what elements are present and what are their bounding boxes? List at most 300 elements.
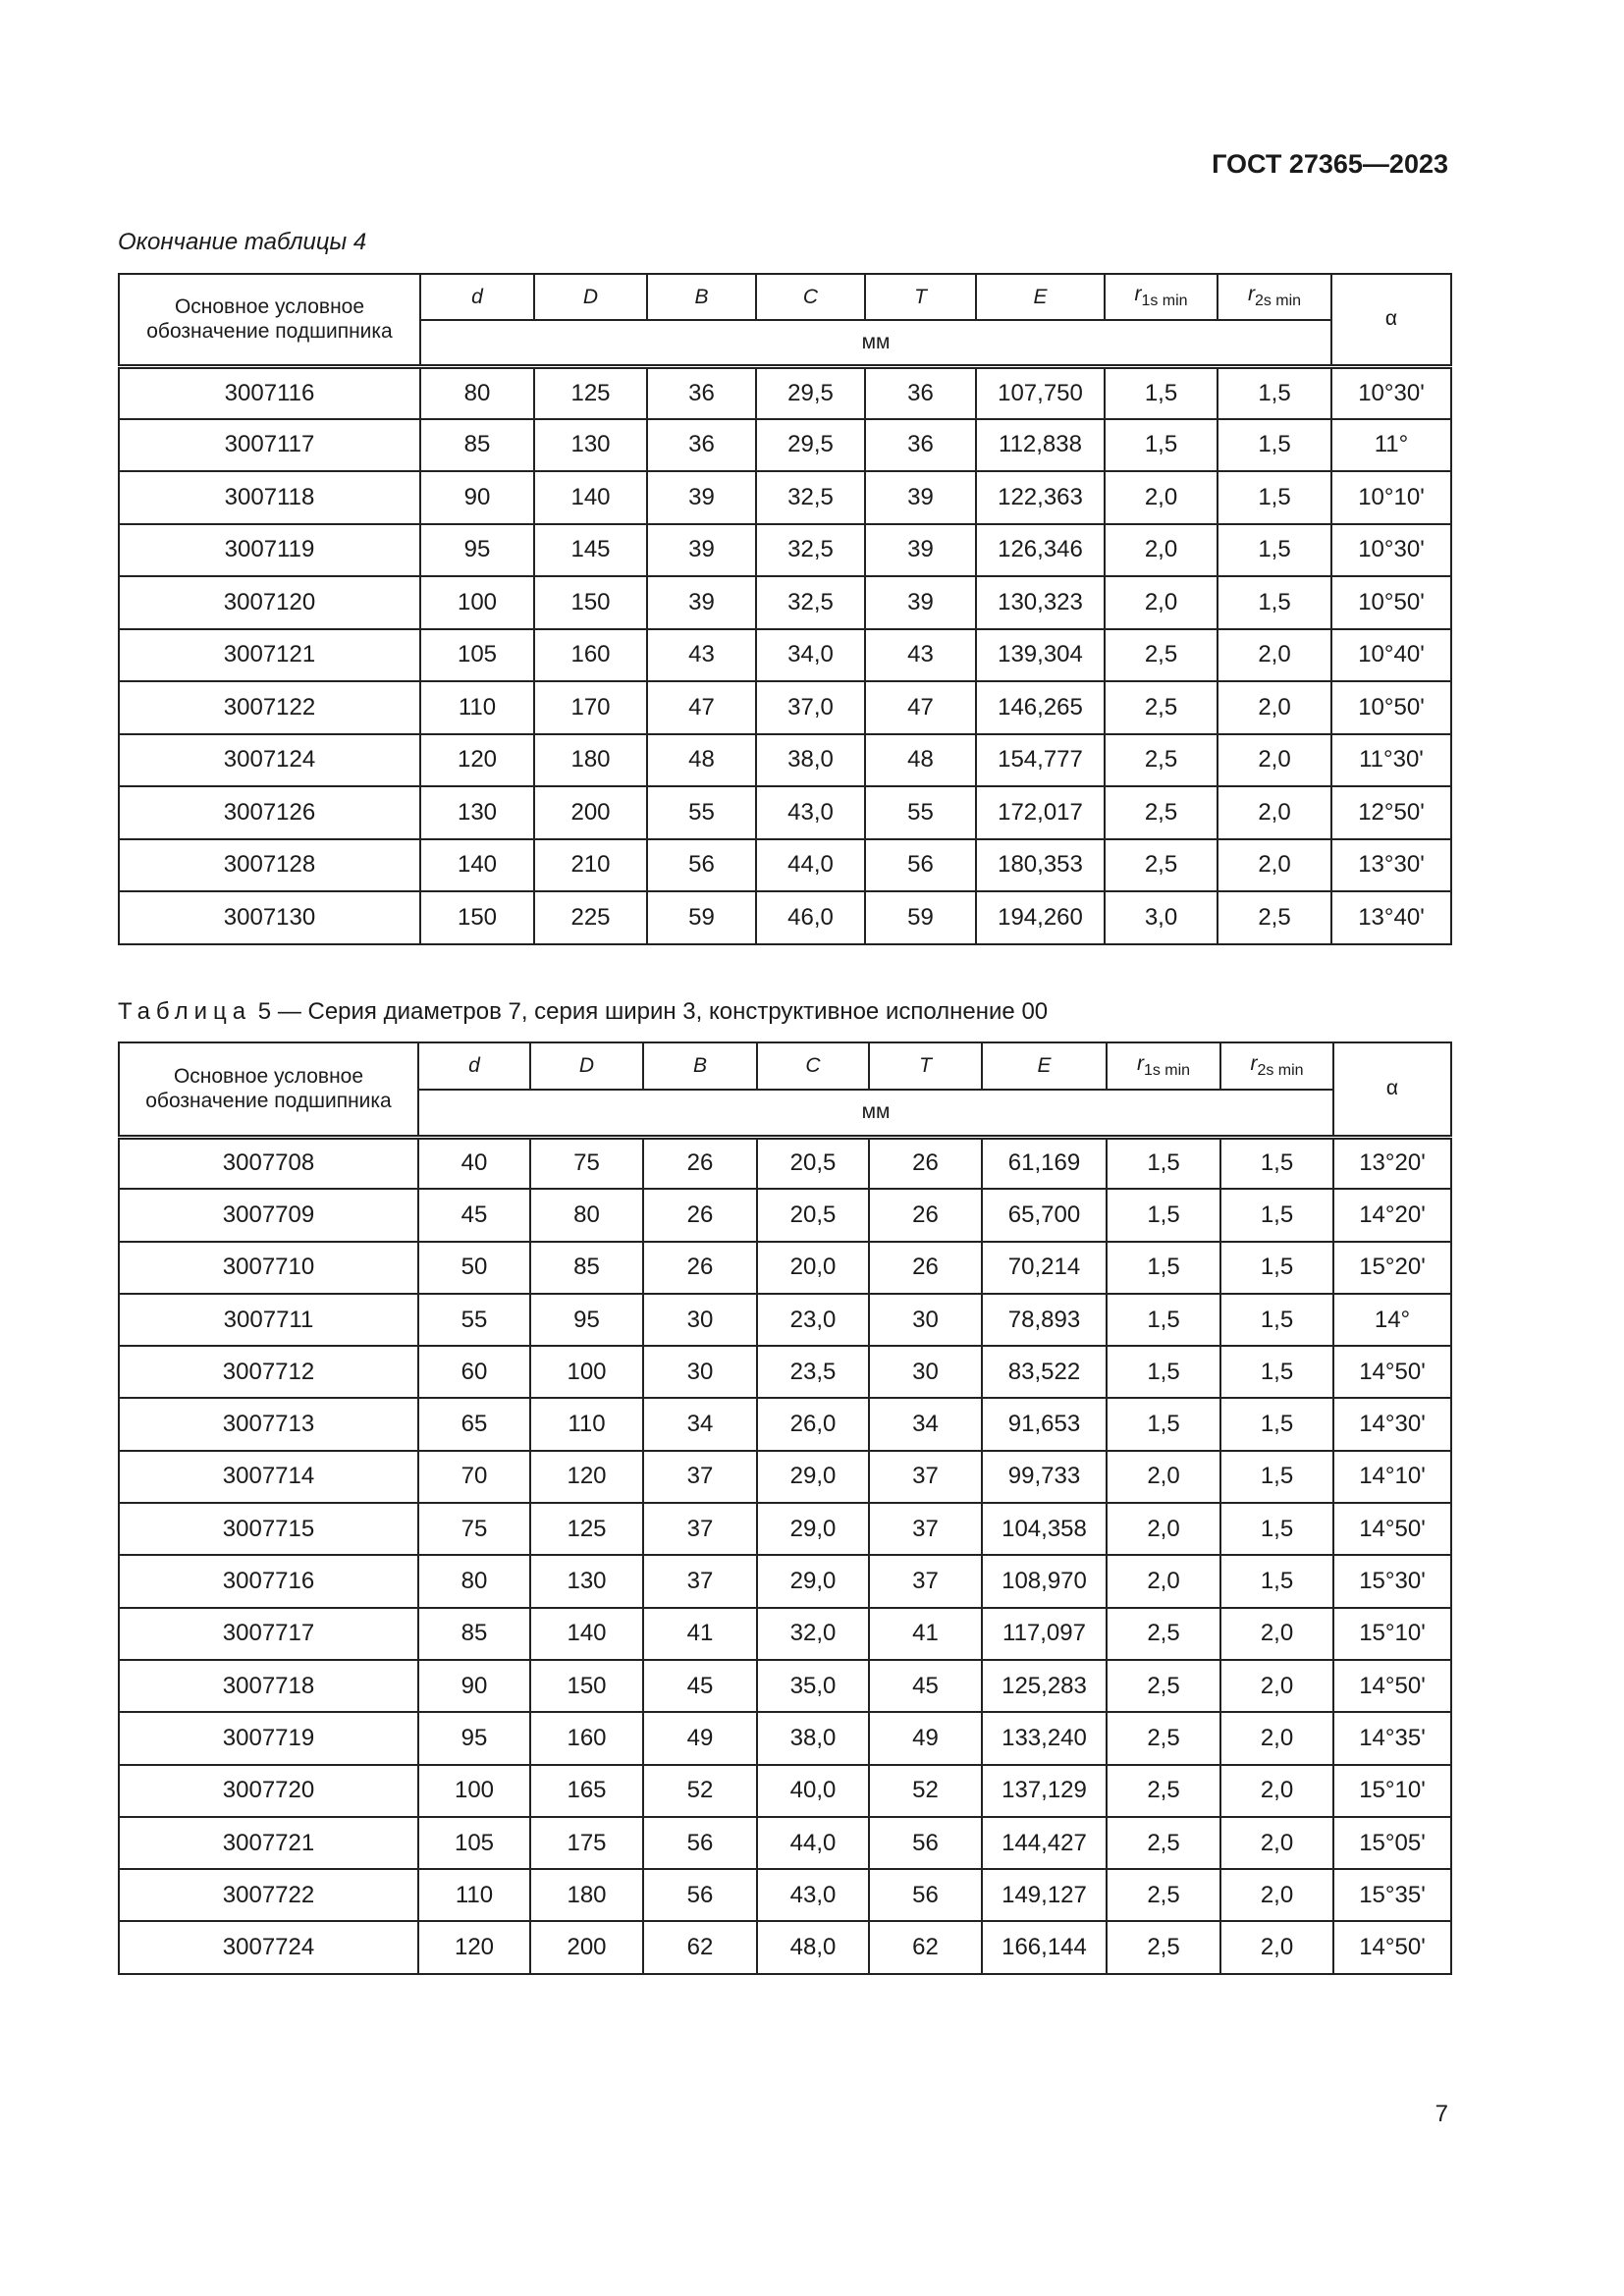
cell-T: 30 [869,1294,982,1346]
cell-B: 56 [647,839,756,892]
cell-r1s-min: 1,5 [1107,1294,1220,1346]
cell-alpha: 14° [1333,1294,1451,1346]
cell-D: 165 [530,1765,643,1817]
cell-E: 61,169 [982,1137,1107,1189]
cell-r1s-min: 2,5 [1107,1817,1220,1869]
table-row [119,1503,1451,1555]
table-row [119,1451,1451,1503]
table-row [119,891,1451,944]
cell-B: 56 [643,1869,757,1921]
cell-r2s-min: 1,5 [1218,366,1331,419]
cell-C: 46,0 [756,891,865,944]
cell-D: 150 [534,576,647,629]
page-number: 7 [1435,2101,1448,2127]
cell-E: 154,777 [976,734,1105,787]
cell-T: 39 [865,576,976,629]
cell-alpha: 11° [1331,419,1451,472]
cell-alpha: 14°50' [1333,1503,1451,1555]
cell-r2s-min: 2,0 [1218,786,1331,839]
cell-d: 90 [418,1660,530,1712]
cell-d: 140 [420,839,534,892]
cell-C: 32,5 [756,524,865,577]
cell-r2s-min: 1,5 [1220,1294,1333,1346]
table-row [119,1765,1451,1817]
cell-r1s-min: 2,5 [1107,1712,1220,1764]
cell-D: 145 [534,524,647,577]
cell-C: 44,0 [757,1817,869,1869]
cell-D: 80 [530,1189,643,1241]
cell-d: 100 [420,576,534,629]
cell-alpha: 10°50' [1331,576,1451,629]
designation-header: Основное условное обозначение подшипника [119,1042,418,1137]
cell-T: 36 [865,419,976,472]
cell-designation: 3007724 [119,1921,418,1973]
table-row [119,1608,1451,1660]
cell-r1s-min: 2,5 [1105,681,1218,734]
table-row [119,734,1451,787]
standard-number: ГОСТ 27365—2023 [1212,149,1448,179]
cell-E: 146,265 [976,681,1105,734]
col-C-header: C [757,1042,869,1090]
cell-E: 91,653 [982,1398,1107,1450]
table-row [119,1242,1451,1294]
cell-T: 55 [865,786,976,839]
cell-r2s-min: 1,5 [1220,1503,1333,1555]
cell-B: 47 [647,681,756,734]
cell-r1s-min: 2,5 [1107,1765,1220,1817]
cell-C: 34,0 [756,629,865,682]
cell-designation: 3007712 [119,1346,418,1398]
cell-designation: 3007715 [119,1503,418,1555]
cell-d: 95 [418,1712,530,1764]
cell-alpha: 15°35' [1333,1869,1451,1921]
cell-D: 175 [530,1817,643,1869]
col-D-header: D [530,1042,643,1090]
cell-alpha: 13°40' [1331,891,1451,944]
cell-r2s-min: 1,5 [1220,1346,1333,1398]
cell-r2s-min: 2,0 [1220,1608,1333,1660]
cell-E: 180,353 [976,839,1105,892]
cell-C: 20,5 [757,1137,869,1189]
cell-B: 34 [643,1398,757,1450]
col-alpha-header: α [1333,1042,1451,1137]
col-r2-header: $r_{2s min}$ [1220,1042,1333,1090]
cell-C: 29,0 [757,1555,869,1607]
cell-d: 150 [420,891,534,944]
cell-C: 44,0 [756,839,865,892]
cell-B: 36 [647,366,756,419]
cell-alpha: 15°05' [1333,1817,1451,1869]
cell-E: 130,323 [976,576,1105,629]
cell-alpha: 15°30' [1333,1555,1451,1607]
cell-designation: 3007121 [119,629,420,682]
cell-designation: 3007130 [119,891,420,944]
cell-r1s-min: 2,5 [1105,839,1218,892]
cell-r2s-min: 1,5 [1220,1137,1333,1189]
cell-C: 43,0 [756,786,865,839]
cell-designation: 3007126 [119,786,420,839]
cell-d: 75 [418,1503,530,1555]
cell-designation: 3007722 [119,1869,418,1921]
cell-B: 39 [647,576,756,629]
cell-E: 108,970 [982,1555,1107,1607]
cell-B: 37 [643,1503,757,1555]
cell-alpha: 11°30' [1331,734,1451,787]
cell-T: 26 [869,1189,982,1241]
cell-designation: 3007120 [119,576,420,629]
cell-designation: 3007128 [119,839,420,892]
unit-header: мм [418,1090,1333,1137]
cell-r1s-min: 2,5 [1105,734,1218,787]
cell-T: 49 [869,1712,982,1764]
table-row [119,1869,1451,1921]
cell-B: 39 [647,524,756,577]
cell-d: 60 [418,1346,530,1398]
cell-alpha: 15°20' [1333,1242,1451,1294]
cell-r1s-min: 2,5 [1105,629,1218,682]
table-row [119,524,1451,577]
cell-r2s-min: 2,0 [1220,1921,1333,1973]
cell-B: 48 [647,734,756,787]
cell-r2s-min: 1,5 [1220,1398,1333,1450]
cell-T: 41 [869,1608,982,1660]
cell-r1s-min: 1,5 [1105,366,1218,419]
cell-r2s-min: 1,5 [1220,1451,1333,1503]
cell-D: 110 [530,1398,643,1450]
cell-C: 23,0 [757,1294,869,1346]
table-row [119,786,1451,839]
cell-d: 120 [420,734,534,787]
cell-E: 107,750 [976,366,1105,419]
cell-T: 34 [869,1398,982,1450]
cell-E: 112,838 [976,419,1105,472]
table-row [119,576,1451,629]
cell-B: 52 [643,1765,757,1817]
cell-B: 26 [643,1137,757,1189]
cell-designation: 3007717 [119,1608,418,1660]
cell-B: 36 [647,419,756,472]
cell-D: 200 [530,1921,643,1973]
col-d-header: d [420,274,534,320]
cell-T: 26 [869,1242,982,1294]
cell-D: 180 [534,734,647,787]
cell-C: 29,5 [756,366,865,419]
table4-caption: Окончание таблицы 4 [118,229,367,255]
cell-C: 43,0 [757,1869,869,1921]
cell-alpha: 10°30' [1331,524,1451,577]
cell-E: 133,240 [982,1712,1107,1764]
cell-alpha: 13°20' [1333,1137,1451,1189]
table-row [119,471,1451,524]
cell-alpha: 10°50' [1331,681,1451,734]
cell-E: 172,017 [976,786,1105,839]
cell-designation: 3007118 [119,471,420,524]
cell-r1s-min: 2,0 [1105,524,1218,577]
cell-C: 20,0 [757,1242,869,1294]
cell-C: 20,5 [757,1189,869,1241]
cell-r2s-min: 1,5 [1220,1242,1333,1294]
table-row [119,1346,1451,1398]
cell-r2s-min: 2,0 [1220,1765,1333,1817]
cell-alpha: 10°10' [1331,471,1451,524]
cell-T: 37 [869,1555,982,1607]
cell-r1s-min: 1,5 [1107,1398,1220,1450]
cell-designation: 3007719 [119,1712,418,1764]
cell-r1s-min: 1,5 [1107,1189,1220,1241]
cell-d: 80 [418,1555,530,1607]
cell-d: 70 [418,1451,530,1503]
cell-d: 55 [418,1294,530,1346]
table-row [119,1921,1451,1973]
cell-T: 48 [865,734,976,787]
cell-designation: 3007709 [119,1189,418,1241]
cell-C: 29,0 [757,1451,869,1503]
cell-d: 100 [418,1765,530,1817]
unit-header: мм [420,320,1331,366]
cell-D: 170 [534,681,647,734]
cell-alpha: 14°30' [1333,1398,1451,1450]
cell-B: 49 [643,1712,757,1764]
cell-r1s-min: 2,5 [1107,1608,1220,1660]
cell-T: 56 [869,1817,982,1869]
cell-r1s-min: 2,0 [1107,1503,1220,1555]
col-E-header: E [982,1042,1107,1090]
col-B-header: B [643,1042,757,1090]
col-d-header: d [418,1042,530,1090]
col-r1-header: $r_{1s min}$ [1105,274,1218,320]
cell-designation: 3007721 [119,1817,418,1869]
cell-designation: 3007716 [119,1555,418,1607]
cell-r1s-min: 2,0 [1105,576,1218,629]
designation-header: Основное условное обозначение подшипника [119,274,420,366]
cell-T: 39 [865,471,976,524]
cell-T: 56 [865,839,976,892]
table-row [119,1817,1451,1869]
cell-r1s-min: 3,0 [1105,891,1218,944]
cell-alpha: 10°40' [1331,629,1451,682]
cell-designation: 3007710 [119,1242,418,1294]
cell-T: 37 [869,1503,982,1555]
cell-r2s-min: 2,0 [1220,1712,1333,1764]
cell-designation: 3007124 [119,734,420,787]
cell-E: 166,144 [982,1921,1107,1973]
cell-C: 32,5 [756,471,865,524]
cell-r1s-min: 2,5 [1107,1921,1220,1973]
col-T-header: T [865,274,976,320]
cell-B: 30 [643,1346,757,1398]
cell-T: 56 [869,1869,982,1921]
cell-C: 23,5 [757,1346,869,1398]
cell-C: 48,0 [757,1921,869,1973]
cell-designation: 3007708 [119,1137,418,1189]
cell-T: 43 [865,629,976,682]
col-alpha-header: α [1331,274,1451,366]
col-T-header: T [869,1042,982,1090]
cell-E: 117,097 [982,1608,1107,1660]
cell-r2s-min: 1,5 [1220,1189,1333,1241]
cell-alpha: 13°30' [1331,839,1451,892]
cell-alpha: 10°30' [1331,366,1451,419]
table-row [119,1189,1451,1241]
cell-designation: 3007714 [119,1451,418,1503]
cell-r1s-min: 2,5 [1107,1660,1220,1712]
cell-B: 30 [643,1294,757,1346]
cell-C: 35,0 [757,1660,869,1712]
cell-d: 40 [418,1137,530,1189]
cell-d: 85 [420,419,534,472]
cell-E: 137,129 [982,1765,1107,1817]
col-r2-header: $r_{2s min}$ [1218,274,1331,320]
cell-T: 30 [869,1346,982,1398]
cell-alpha: 14°50' [1333,1660,1451,1712]
cell-r1s-min: 2,0 [1107,1555,1220,1607]
cell-B: 26 [643,1189,757,1241]
table-row [119,1294,1451,1346]
col-D-header: D [534,274,647,320]
cell-alpha: 14°35' [1333,1712,1451,1764]
cell-D: 200 [534,786,647,839]
cell-r2s-min: 2,0 [1218,839,1331,892]
cell-D: 160 [530,1712,643,1764]
cell-d: 120 [418,1921,530,1973]
cell-T: 26 [869,1137,982,1189]
cell-T: 62 [869,1921,982,1973]
cell-r1s-min: 2,0 [1107,1451,1220,1503]
cell-designation: 3007119 [119,524,420,577]
cell-r2s-min: 1,5 [1218,576,1331,629]
cell-d: 45 [418,1189,530,1241]
cell-D: 100 [530,1346,643,1398]
col-B-header: B [647,274,756,320]
cell-designation: 3007117 [119,419,420,472]
table-row [119,1712,1451,1764]
table-row [119,1555,1451,1607]
cell-T: 47 [865,681,976,734]
cell-E: 104,358 [982,1503,1107,1555]
table4 [118,273,1452,945]
table-row [119,1660,1451,1712]
cell-B: 43 [647,629,756,682]
cell-r2s-min: 2,0 [1218,681,1331,734]
cell-r2s-min: 2,0 [1218,629,1331,682]
cell-alpha: 12°50' [1331,786,1451,839]
cell-r2s-min: 2,5 [1218,891,1331,944]
cell-alpha: 15°10' [1333,1608,1451,1660]
cell-E: 65,700 [982,1189,1107,1241]
cell-r1s-min: 1,5 [1107,1137,1220,1189]
col-E-header: E [976,274,1105,320]
cell-d: 85 [418,1608,530,1660]
cell-B: 45 [643,1660,757,1712]
cell-r2s-min: 1,5 [1218,471,1331,524]
cell-T: 52 [869,1765,982,1817]
cell-d: 110 [418,1869,530,1921]
cell-D: 160 [534,629,647,682]
cell-d: 105 [418,1817,530,1869]
cell-E: 144,427 [982,1817,1107,1869]
cell-r2s-min: 2,0 [1220,1869,1333,1921]
cell-r1s-min: 2,0 [1105,471,1218,524]
cell-d: 80 [420,366,534,419]
cell-r2s-min: 2,0 [1220,1817,1333,1869]
cell-D: 140 [530,1608,643,1660]
cell-E: 126,346 [976,524,1105,577]
cell-C: 26,0 [757,1398,869,1450]
cell-r2s-min: 2,0 [1218,734,1331,787]
cell-E: 122,363 [976,471,1105,524]
cell-C: 32,5 [756,576,865,629]
cell-r1s-min: 2,5 [1107,1869,1220,1921]
cell-designation: 3007713 [119,1398,418,1450]
cell-D: 125 [534,366,647,419]
cell-designation: 3007718 [119,1660,418,1712]
cell-alpha: 14°50' [1333,1921,1451,1973]
cell-D: 210 [534,839,647,892]
cell-E: 99,733 [982,1451,1107,1503]
cell-T: 59 [865,891,976,944]
cell-d: 65 [418,1398,530,1450]
cell-D: 225 [534,891,647,944]
cell-D: 180 [530,1869,643,1921]
cell-d: 105 [420,629,534,682]
cell-T: 45 [869,1660,982,1712]
cell-T: 37 [869,1451,982,1503]
cell-B: 39 [647,471,756,524]
cell-E: 194,260 [976,891,1105,944]
table-row [119,1398,1451,1450]
cell-d: 50 [418,1242,530,1294]
cell-C: 38,0 [757,1712,869,1764]
cell-r2s-min: 1,5 [1218,524,1331,577]
cell-r2s-min: 2,0 [1220,1660,1333,1712]
cell-E: 139,304 [976,629,1105,682]
table-row [119,681,1451,734]
cell-designation: 3007116 [119,366,420,419]
cell-E: 78,893 [982,1294,1107,1346]
cell-C: 32,0 [757,1608,869,1660]
cell-C: 40,0 [757,1765,869,1817]
cell-B: 55 [647,786,756,839]
cell-designation: 3007711 [119,1294,418,1346]
cell-C: 38,0 [756,734,865,787]
cell-B: 37 [643,1451,757,1503]
cell-D: 75 [530,1137,643,1189]
cell-C: 29,5 [756,419,865,472]
cell-D: 150 [530,1660,643,1712]
cell-C: 37,0 [756,681,865,734]
cell-designation: 3007122 [119,681,420,734]
cell-T: 39 [865,524,976,577]
cell-alpha: 14°10' [1333,1451,1451,1503]
cell-r1s-min: 1,5 [1107,1346,1220,1398]
cell-d: 95 [420,524,534,577]
cell-D: 130 [530,1555,643,1607]
table5-caption: Таблица 5 — Серия диаметров 7, серия ширин 3, конструктивное исполнение 00 [118,998,1049,1025]
cell-B: 62 [643,1921,757,1973]
table5 [118,1041,1452,1975]
cell-r1s-min: 2,5 [1105,786,1218,839]
table-row [119,419,1451,472]
cell-E: 149,127 [982,1869,1107,1921]
cell-D: 120 [530,1451,643,1503]
cell-D: 95 [530,1294,643,1346]
cell-designation: 3007720 [119,1765,418,1817]
cell-D: 85 [530,1242,643,1294]
cell-alpha: 14°50' [1333,1346,1451,1398]
cell-E: 70,214 [982,1242,1107,1294]
cell-D: 125 [530,1503,643,1555]
col-C-header: C [756,274,865,320]
